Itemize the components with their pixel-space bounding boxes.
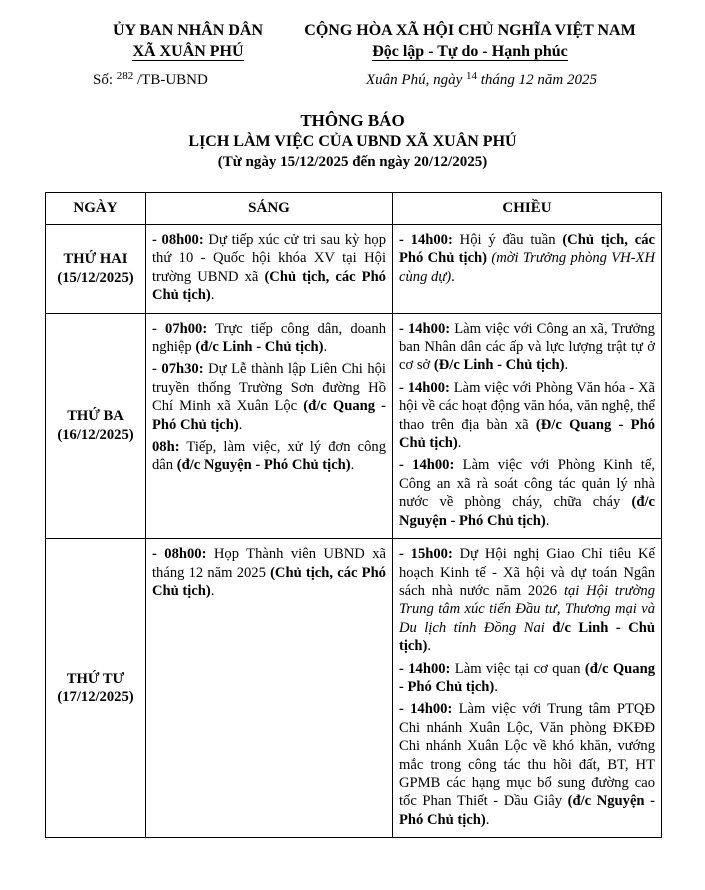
agency-header — [88, 20, 288, 62]
schedule-tail: . — [350, 457, 355, 474]
schedule-time: 08h: — [152, 439, 180, 456]
document-date: Xuân Phú, ngày $^{14}$ tháng 12 năm 2025 — [366, 70, 597, 88]
schedule-time: - 15h00: — [399, 546, 453, 563]
schedule-attendee: (đ/c Nguyện - Phó Chủ tịch) — [176, 457, 351, 474]
schedule-location: tại Hội trường Trung tâm xúc tiến Đầu tư, Thương mại và Du lịch tỉnh Đồng Nai — [399, 582, 655, 636]
schedule-text: Tiếp, làm việc, xử lý đơn công dân — [152, 439, 386, 474]
day-date: (16/12/2025) — [57, 426, 134, 443]
schedule-attendee: đ/c Linh - Chủ tịch) — [399, 619, 655, 655]
schedule-time: - 14h00: — [399, 701, 453, 718]
schedule-attendee: (đ/c Quang - Phó Chủ tịch) — [399, 660, 655, 695]
schedule-item — [399, 700, 655, 829]
document-number-value: 282 — [116, 70, 134, 82]
schedule-item — [152, 438, 386, 475]
schedule-text: Làm việc với Trung tâm PTQĐ Chi nhánh Xuân Lộc, Văn phòng ĐKĐĐ Chi nhánh Xuân Lộc về khó khăn, vướng mắc trong công tác thu hồi đất, BT, HT GPMB các hạng mục bổ sung đường cao tốc Phan Thiết - Dầu Giây — [399, 701, 655, 810]
agency-name-line2: XÃ XUÂN PHÚ — [132, 43, 244, 60]
document-title-block — [0, 110, 705, 172]
table-row — [46, 313, 662, 538]
table-row — [46, 539, 662, 838]
schedule-item — [399, 320, 655, 375]
schedule-tail: . — [545, 512, 550, 529]
schedule-item — [152, 320, 386, 357]
schedule-attendee: (Chủ tịch, các Phó Chủ tịch) — [152, 268, 386, 304]
morning-cell — [146, 539, 393, 838]
schedule-time: - 14h00: — [399, 320, 451, 337]
schedule-item — [152, 231, 386, 305]
schedule-text: Họp Thành viên UBND xã tháng 12 năm 2025 — [152, 546, 386, 581]
day-name: THỨ TƯ — [66, 670, 125, 687]
national-header — [285, 20, 655, 62]
schedule-attendee: (đ/c Linh - Chủ tịch) — [195, 339, 324, 356]
schedule-attendee: (Chủ tịch, các Phó Chủ tịch) — [399, 232, 655, 267]
schedule-tail: . — [210, 287, 215, 304]
schedule-item — [399, 379, 655, 453]
schedule-text: Làm việc tại cơ quan — [450, 660, 585, 677]
schedule-attendee: (Đ/c Linh - Chủ tịch) — [433, 357, 565, 374]
document-title: THÔNG BÁO — [300, 111, 405, 130]
header-afternoon: CHIỀU — [393, 193, 662, 225]
day-name: THỨ HAI — [63, 251, 128, 268]
schedule-text: Làm việc với Công an xã, Trưởng ban Nhân dân các ấp và lực lượng trật tự ở cơ sở — [399, 320, 655, 374]
schedule-item — [399, 456, 655, 530]
schedule-tail: . — [238, 416, 243, 433]
schedule-tail: . — [564, 357, 569, 374]
schedule-text: Dự tiếp xúc cử tri sau kỳ họp thứ 10 - Quốc hội khóa XV tại Hội trường UBND xã — [152, 232, 386, 285]
schedule-note: (mời Trưởng phòng VH-XH cùng dự) — [399, 250, 656, 285]
morning-cell — [146, 313, 393, 538]
schedule-time: - 14h00: — [399, 660, 451, 677]
schedule-attendee: (đ/c Nguyện - Phó Chủ tịch) — [399, 494, 655, 529]
schedule-text: Trực tiếp công dân, doanh nghiệp — [152, 320, 386, 356]
day-cell — [46, 313, 146, 538]
header-morning: SÁNG — [146, 193, 393, 225]
schedule-text: Hội ý đầu tuần — [452, 232, 563, 248]
schedule-attendee: (đ/c Nguyện - Phó Chủ tịch) — [399, 793, 655, 828]
document-number: Số: $^{282}$ /TB-UBND — [93, 70, 208, 88]
schedule-tail: . — [485, 811, 490, 828]
national-title: CỘNG HÒA XÃ HỘI CHỦ NGHĨA VIỆT NAM — [304, 22, 636, 39]
schedule-item — [399, 231, 655, 286]
schedule-tail: . — [323, 339, 328, 356]
schedule-tail: . — [427, 638, 432, 655]
table-header-row — [46, 193, 662, 225]
schedule-time: - 08h00: — [152, 232, 204, 248]
schedule-time: - 14h00: — [399, 379, 450, 396]
schedule-tail: . — [451, 268, 455, 285]
schedule-time: - 14h00: — [399, 457, 455, 474]
day-date: (17/12/2025) — [57, 689, 134, 706]
schedule-time: - 14h00: — [399, 232, 453, 248]
schedule-time: - 07h00: — [152, 320, 208, 337]
schedule-table — [45, 192, 662, 838]
afternoon-cell — [393, 313, 662, 538]
schedule-time: - 07h30: — [152, 361, 204, 378]
day-date: (15/12/2025) — [57, 269, 134, 286]
header-day: NGÀY — [46, 193, 146, 225]
morning-cell — [146, 225, 393, 314]
schedule-text: Làm việc với Phòng Văn hóa - Xã hội về các hoạt động văn hóa, văn nghệ, thể thao trên địa bàn xã — [399, 379, 655, 433]
table-row — [46, 225, 662, 314]
schedule-attendee: (Chủ tịch, các Phó Chủ tịch) — [152, 564, 386, 599]
day-cell — [46, 225, 146, 314]
schedule-item — [399, 660, 655, 697]
date-range: (Từ ngày 15/12/2025 đến ngày 20/12/2025) — [217, 154, 488, 170]
schedule-item — [152, 360, 386, 434]
document-date-day: 14 — [465, 70, 477, 82]
schedule-attendee: (Đ/c Quang - Phó Chủ tịch) — [399, 416, 655, 452]
schedule-attendee: (đ/c Quang - Phó Chủ tịch) — [152, 398, 387, 433]
schedule-tail: . — [494, 678, 498, 695]
schedule-item — [152, 545, 386, 600]
schedule-text: Dự Hội nghị Giao Chỉ tiêu Kế hoạch Kinh tế - Xã hội và dự toán Ngân sách nhà nước năm 2026 — [399, 546, 655, 599]
schedule-tail: . — [210, 582, 215, 599]
schedule-time: - 08h00: — [152, 546, 207, 563]
day-cell — [46, 539, 146, 838]
schedule-item — [399, 545, 655, 655]
afternoon-cell — [393, 539, 662, 838]
document-subtitle: LỊCH LÀM VIỆC CỦA UBND XÃ XUÂN PHÚ — [188, 133, 517, 150]
schedule-tail: . — [457, 435, 462, 452]
schedule-text: Làm việc với Phòng Kinh tế, Công an xã rà soát công tác quản lý nhà nước về phòng cháy, chữa cháy — [399, 457, 655, 511]
afternoon-cell — [393, 225, 662, 314]
agency-name-line1: ỦY BAN NHÂN DÂN — [112, 22, 264, 39]
day-name: THỨ BA — [67, 408, 124, 425]
schedule-text: Dự Lễ thành lập Liên Chi hội truyền thống Trường Sơn đường Hồ Chí Minh xã Xuân Lộc — [152, 361, 386, 415]
national-motto: Độc lập - Tự do - Hạnh phúc — [372, 43, 568, 60]
